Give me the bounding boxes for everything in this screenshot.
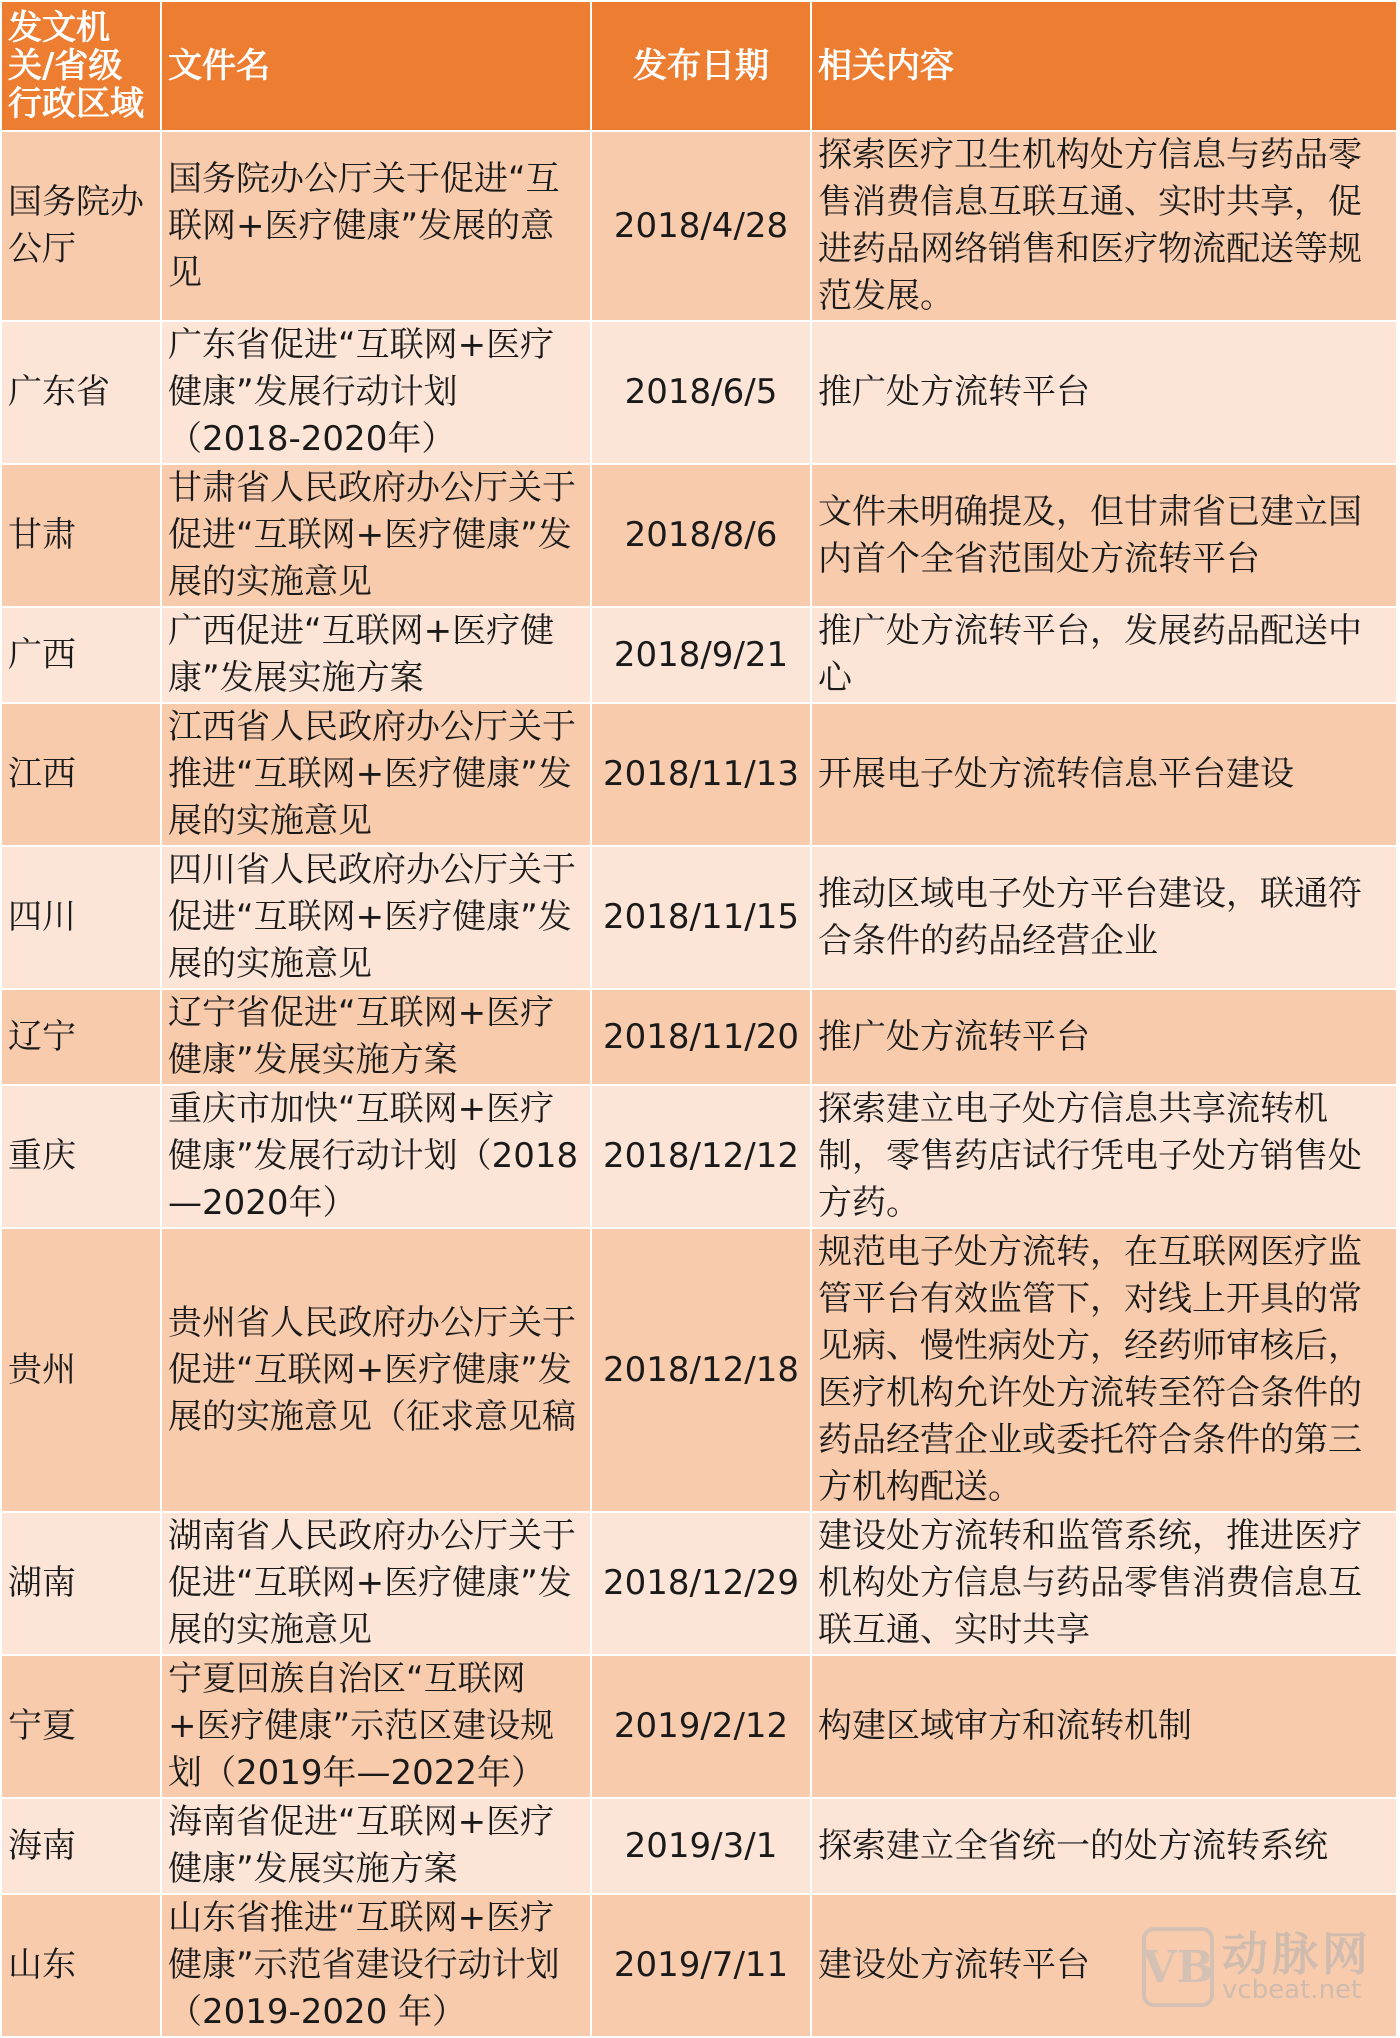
region-cell: 广西	[1, 607, 161, 703]
date-cell: 2018/12/18	[591, 1228, 811, 1512]
date-cell: 2018/11/20	[591, 989, 811, 1085]
header-row	[1, 1, 1397, 131]
date-cell: 2018/9/21	[591, 607, 811, 703]
region-cell: 江西	[1, 703, 161, 846]
region-cell: 广东省	[1, 321, 161, 464]
file-name-cell: 湖南省人民政府办公厅关于促进“互联网+医疗健康”发展的实施意见	[161, 1512, 591, 1655]
file-name-cell: 广东省促进“互联网+医疗健康”发展行动计划（2018-2020年）	[161, 321, 591, 464]
content-cell: 推广处方流转平台，发展药品配送中心	[811, 607, 1397, 703]
table-row	[1, 321, 1397, 464]
header-region: 发文机关/省级行政区域	[1, 1, 161, 131]
content-cell: 推广处方流转平台	[811, 321, 1397, 464]
table-row	[1, 1655, 1397, 1798]
date-cell: 2019/3/1	[591, 1798, 811, 1894]
content-cell: 建设处方流转平台	[811, 1894, 1397, 2037]
vcbeat-logo-icon: VB	[1142, 1927, 1214, 2007]
file-name-cell: 辽宁省促进“互联网+医疗健康”发展实施方案	[161, 989, 591, 1085]
region-cell: 四川	[1, 846, 161, 989]
region-cell: 海南	[1, 1798, 161, 1894]
table-row	[1, 607, 1397, 703]
content-cell: 探索医疗卫生机构处方信息与药品零售消费信息互联互通、实时共享，促进药品网络销售和医疗物流配送等规范发展。	[811, 131, 1397, 321]
file-name-cell: 江西省人民政府办公厅关于推进“互联网+医疗健康”发展的实施意见	[161, 703, 591, 846]
watermark-cn: 动脉网	[1222, 1927, 1372, 1981]
file-name-cell: 重庆市加快“互联网+医疗健康”发展行动计划（2018—2020年）	[161, 1085, 591, 1228]
content-cell: 规范电子处方流转，在互联网医疗监管平台有效监管下，对线上开具的常见病、慢性病处方，经药师审核后，医疗机构允许处方流转至符合条件的药品经营企业或委托符合条件的第三方机构配送。	[811, 1228, 1397, 1512]
header-date: 发布日期	[591, 1, 811, 131]
table-row	[1, 1512, 1397, 1655]
file-name-cell: 山东省推进“互联网+医疗健康”示范省建设行动计划（2019-2020 年）	[161, 1894, 591, 2037]
region-cell: 甘肃	[1, 464, 161, 607]
content-cell: 推广处方流转平台	[811, 989, 1397, 1085]
file-name-cell: 海南省促进“互联网+医疗健康”发展实施方案	[161, 1798, 591, 1894]
region-cell: 宁夏	[1, 1655, 161, 1798]
table-row	[1, 1228, 1397, 1512]
content-cell: 开展电子处方流转信息平台建设	[811, 703, 1397, 846]
date-cell: 2018/11/15	[591, 846, 811, 989]
table-row	[1, 1798, 1397, 1894]
file-name-cell: 贵州省人民政府办公厅关于促进“互联网+医疗健康”发展的实施意见（征求意见稿	[161, 1228, 591, 1512]
table-row	[1, 464, 1397, 607]
region-cell: 湖南	[1, 1512, 161, 1655]
region-cell: 国务院办公厅	[1, 131, 161, 321]
table-row	[1, 131, 1397, 321]
content-cell: 推动区域电子处方平台建设，联通符合条件的药品经营企业	[811, 846, 1397, 989]
file-name-cell: 广西促进“互联网+医疗健康”发展实施方案	[161, 607, 591, 703]
file-name-cell: 国务院办公厅关于促进“互联网+医疗健康”发展的意见	[161, 131, 591, 321]
region-cell: 重庆	[1, 1085, 161, 1228]
table-row	[1, 846, 1397, 989]
region-cell: 山东	[1, 1894, 161, 2037]
content-cell: 探索建立全省统一的处方流转系统	[811, 1798, 1397, 1894]
region-cell: 辽宁	[1, 989, 161, 1085]
date-cell: 2019/7/11	[591, 1894, 811, 2037]
date-cell: 2018/4/28	[591, 131, 811, 321]
table-row	[1, 1085, 1397, 1228]
content-cell: 探索建立电子处方信息共享流转机制，零售药店试行凭电子处方销售处方药。	[811, 1085, 1397, 1228]
date-cell: 2018/8/6	[591, 464, 811, 607]
header-content: 相关内容	[811, 1, 1397, 131]
date-cell: 2019/2/12	[591, 1655, 811, 1798]
header-file-name: 文件名	[161, 1, 591, 131]
date-cell: 2018/11/13	[591, 703, 811, 846]
watermark	[1142, 1927, 1372, 2007]
file-name-cell: 甘肃省人民政府办公厅关于促进“互联网+医疗健康”发展的实施意见	[161, 464, 591, 607]
content-cell: 构建区域审方和流转机制	[811, 1655, 1397, 1798]
region-cell: 贵州	[1, 1228, 161, 1512]
watermark-en: vcbeat.net	[1222, 1975, 1362, 2005]
file-name-cell: 四川省人民政府办公厅关于促进“互联网+医疗健康”发展的实施意见	[161, 846, 591, 989]
content-cell: 建设处方流转和监管系统，推进医疗机构处方信息与药品零售消费信息互联互通、实时共享	[811, 1512, 1397, 1655]
table-row	[1, 703, 1397, 846]
file-name-cell: 宁夏回族自治区“互联网+医疗健康”示范区建设规划（2019年—2022年）	[161, 1655, 591, 1798]
date-cell: 2018/6/5	[591, 321, 811, 464]
date-cell: 2018/12/29	[591, 1512, 811, 1655]
content-cell: 文件未明确提及，但甘肃省已建立国内首个全省范围处方流转平台	[811, 464, 1397, 607]
table-row	[1, 989, 1397, 1085]
date-cell: 2018/12/12	[591, 1085, 811, 1228]
